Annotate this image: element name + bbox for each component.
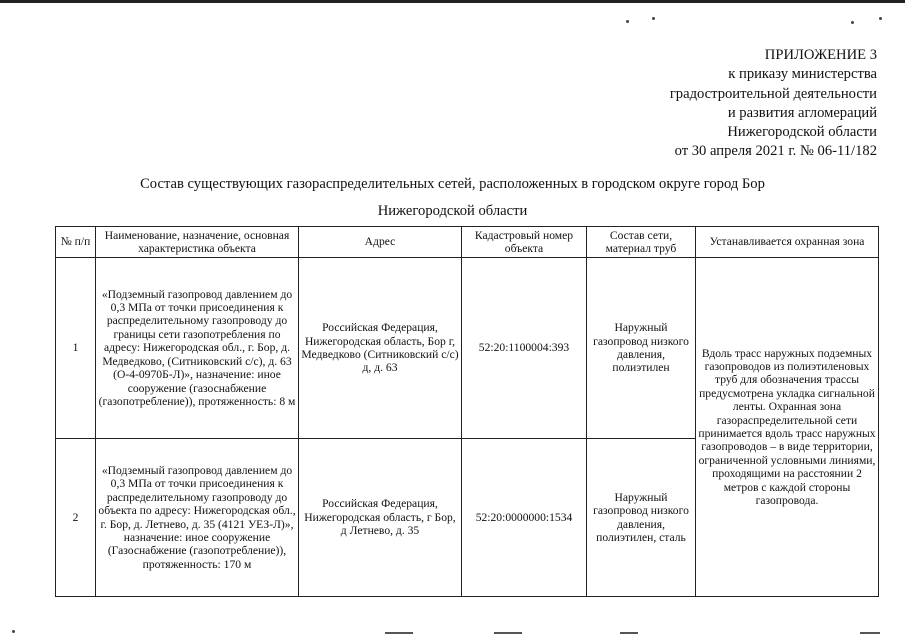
document-title: Состав существующих газораспределительных сетей, расположенных в городском округе город Бор <box>140 176 765 192</box>
header-composition: Состав сети, материал труб <box>587 227 696 258</box>
row-cadastral: 52:20:1100004:393 <box>462 258 587 439</box>
table-header-row <box>56 227 879 258</box>
appendix-date: от 30 апреля 2021 г. № 06-11/182 <box>674 143 877 160</box>
header-address: Адрес <box>299 227 462 258</box>
appendix-region: Нижегородской области <box>727 124 877 141</box>
scan-mark <box>620 632 638 634</box>
document-title-line2: Нижегородской области <box>377 203 528 219</box>
appendix-ministry: градостроительной деятельности <box>669 85 877 102</box>
header-name: Наименование, назначение, основная характеристика объекта <box>96 227 299 258</box>
scan-speck <box>879 17 882 20</box>
zone-cell: Вдоль трасс наружных подземных газопроводов из полиэтиленовых труб для обозначения трассы предусмотрена укладка сигнальной ленты. Охранная зона газораспределительной сети принимается вдоль трасс наружных газопроводов – в виде территории, ограниченной условными линиями, проходящими на расстоянии 2 метров с каждой стороны газопровода. <box>696 258 879 597</box>
row-address: Российская Федерация, Нижегородская область, Бор г, Медведково (Ситниковский с/с) д, д. 63 <box>299 258 462 439</box>
scan-mark <box>860 632 880 634</box>
header-cadastral: Кадастровый номер объекта <box>462 227 587 258</box>
row-num: 1 <box>56 258 96 439</box>
row-cadastral: 52:20:0000000:1534 <box>462 439 587 597</box>
gas-network-table <box>55 226 879 597</box>
header-num: № п/п <box>56 227 96 258</box>
header-zone: Устанавливается охранная зона <box>696 227 879 258</box>
row-composition: Наружный газопровод низкого давления, полиэтилен, сталь <box>587 439 696 597</box>
row-num: 2 <box>56 439 96 597</box>
row-composition: Наружный газопровод низкого давления, полиэтилен <box>587 258 696 439</box>
row-name: «Подземный газопровод давлением до 0,3 МПа от точки присоединения к распределительному газопроводу до объекта по адресу: Нижегородская обл., г. Бор, д. Летнево, д. 35 (4121 УЕЗ-Л)», назначение: иное сооружение (Газоснабжение (газопотребление)), протяженность: 170 м <box>96 439 299 597</box>
table-row <box>56 258 879 439</box>
scan-speck <box>12 630 15 633</box>
row-name: «Подземный газопровод давлением до 0,3 МПа от точки присоединения к распределительному газопроводу до границы сети газопотребления по адресу: Нижегородская обл., г. Бор, д. Медведково, (Ситниковский с/с), д. 63 (О-4-0970Б-Л)», назначение: иное сооружение (газоснабжение (газопотребление)), протяженность: 8 м <box>96 258 299 439</box>
scan-speck <box>626 20 629 23</box>
row-address: Российская Федерация, Нижегородская область, г Бор, д Летнево, д. 35 <box>299 439 462 597</box>
scan-mark <box>385 632 413 634</box>
scan-speck <box>652 17 655 20</box>
scan-mark <box>494 632 522 634</box>
appendix-block <box>517 46 877 162</box>
appendix-ministry-2: и развития агломераций <box>727 104 877 121</box>
appendix-order: к приказу министерства <box>728 66 877 83</box>
appendix-label: ПРИЛОЖЕНИЕ 3 <box>764 47 877 63</box>
scan-top-edge <box>0 0 905 3</box>
scan-speck <box>851 21 854 24</box>
